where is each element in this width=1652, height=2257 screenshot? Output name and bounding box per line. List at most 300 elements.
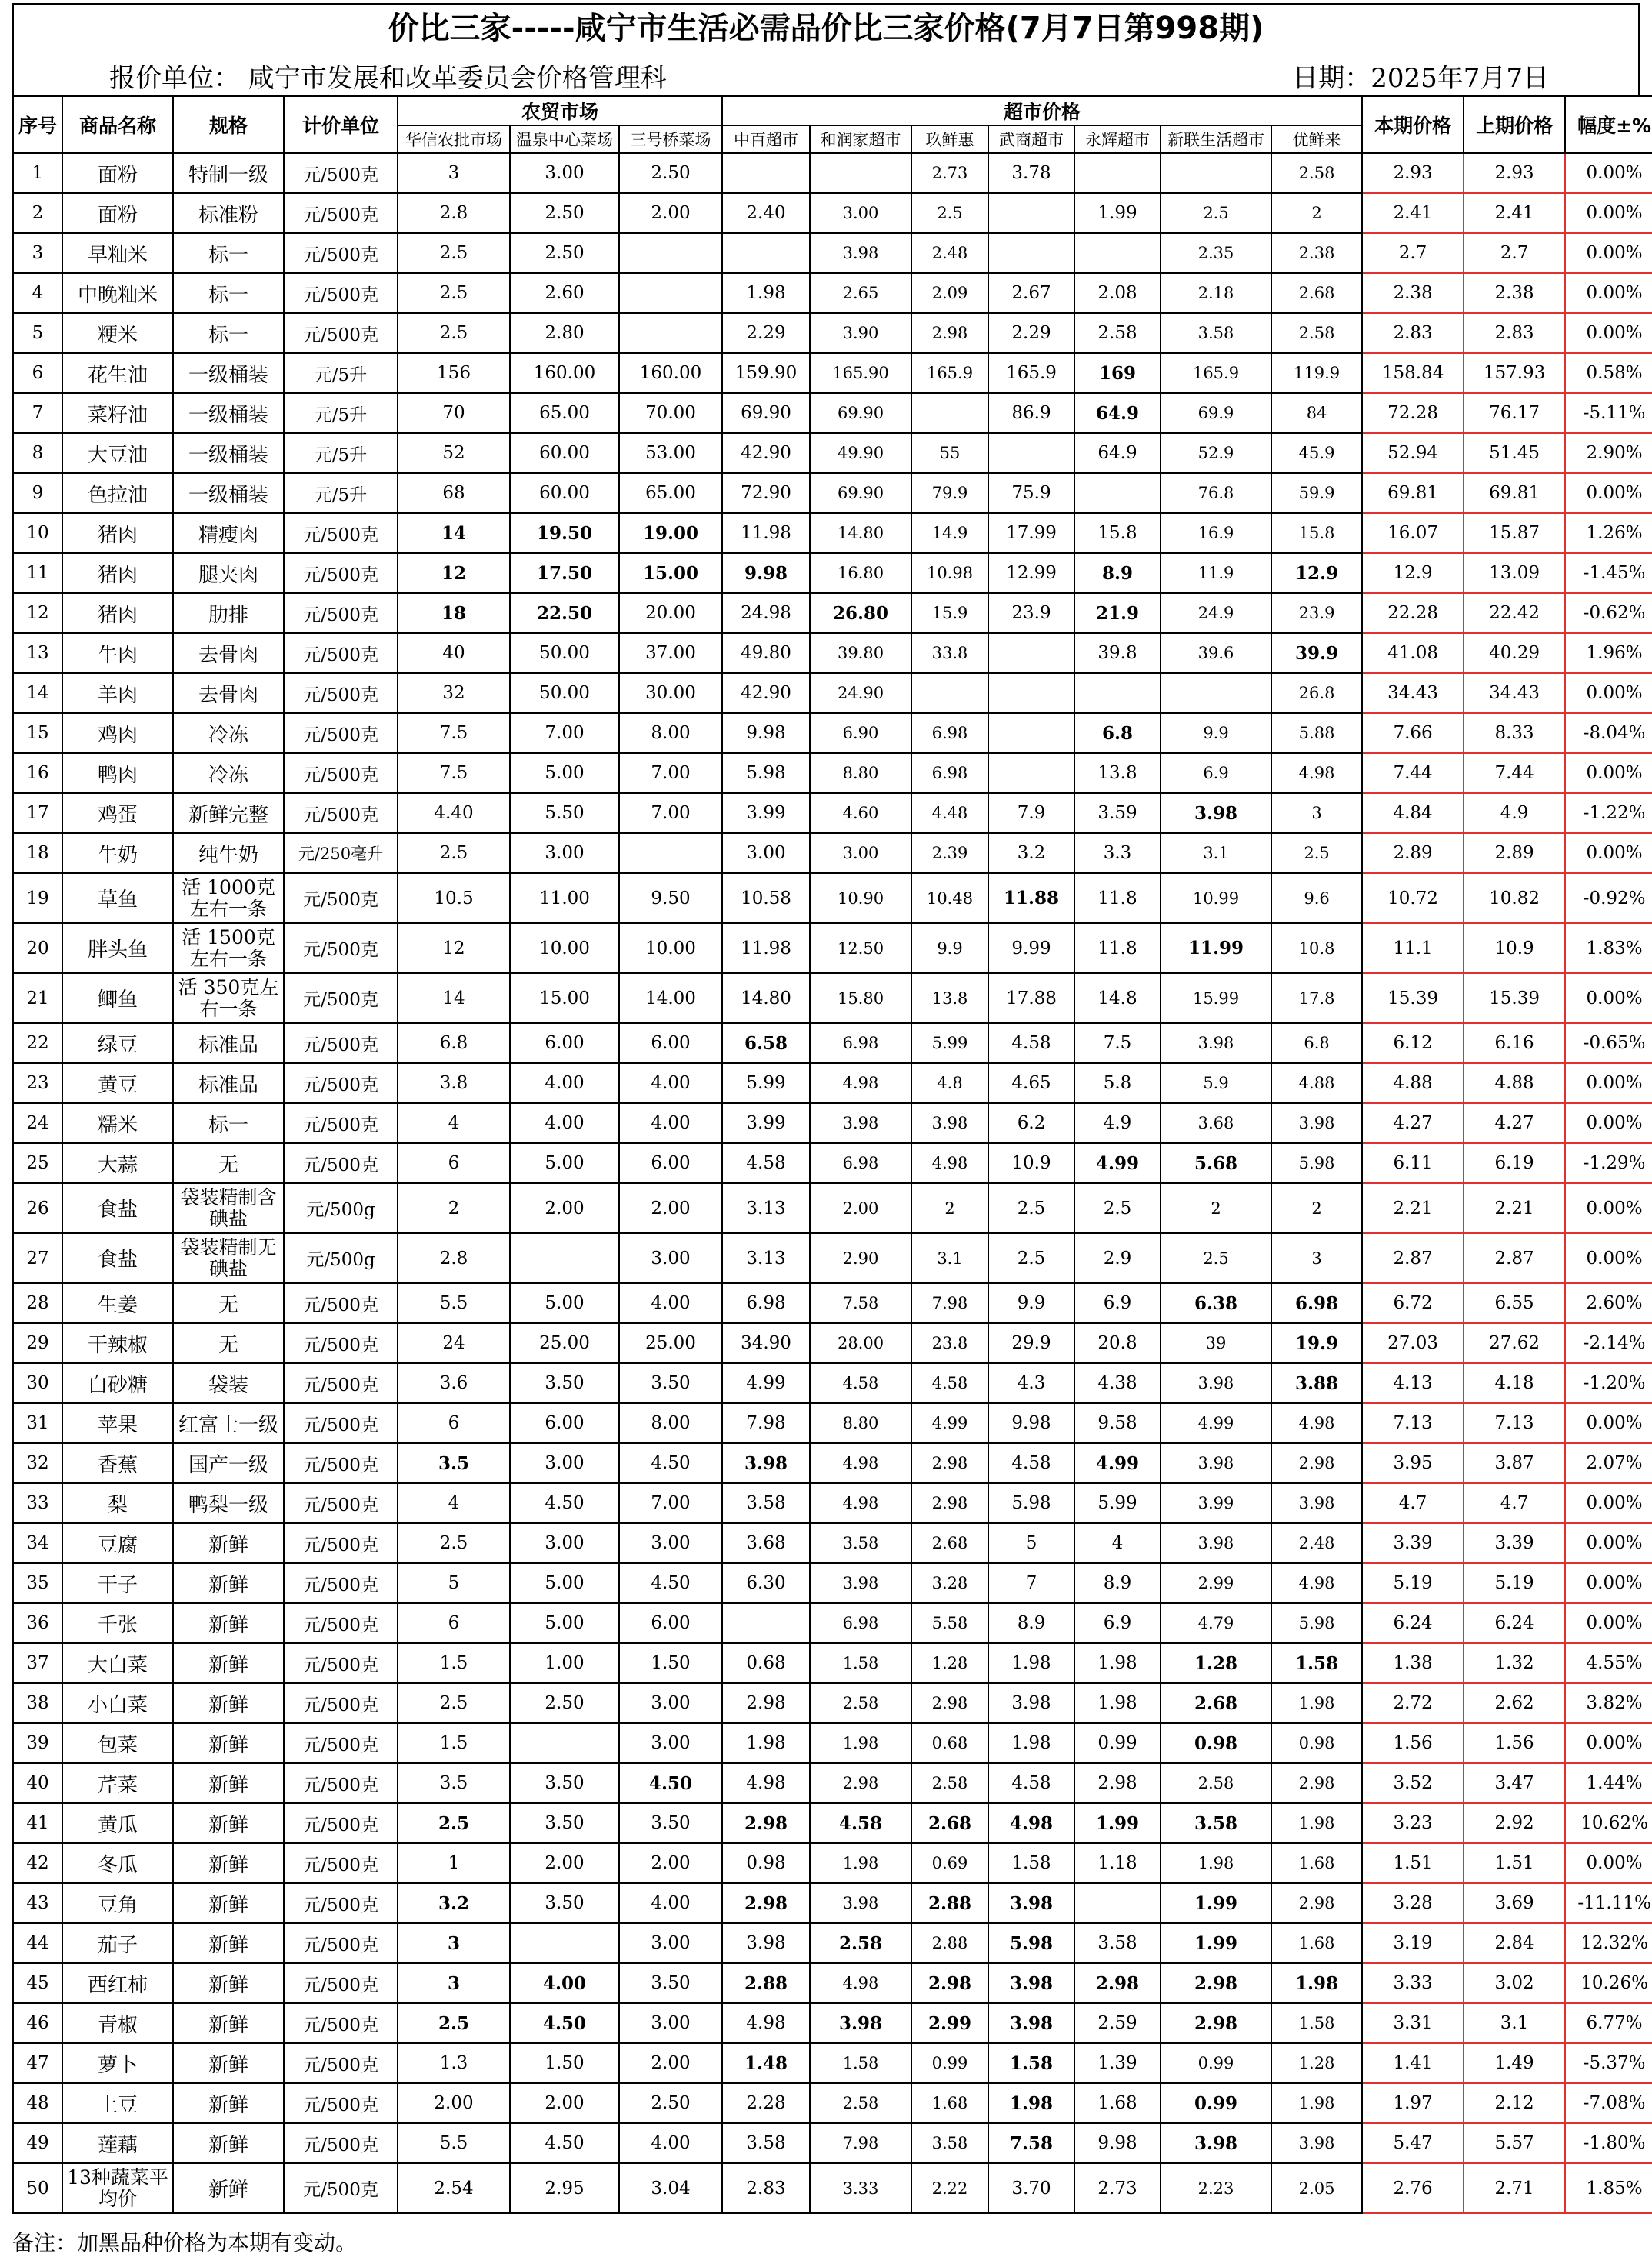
store-price: 4.50	[619, 1763, 722, 1803]
item-name: 大蒜	[62, 1143, 173, 1183]
item-name: 菜籽油	[62, 393, 173, 433]
store-price: 26.8	[1271, 673, 1362, 713]
item-unit: 元/500克	[284, 923, 398, 973]
store-price: 5.98	[988, 1923, 1074, 1963]
store-price	[510, 1923, 619, 1963]
store-price: 69.90	[810, 473, 911, 513]
store-price: 1.98	[722, 273, 810, 313]
store-price: 1.98	[988, 1643, 1074, 1683]
table-row	[13, 1923, 1652, 1963]
store-price: 2.98	[911, 1443, 988, 1483]
table-row	[13, 2083, 1652, 2123]
store-price: 1.98	[1271, 1803, 1362, 1843]
store-price: 2.48	[1271, 1523, 1362, 1563]
last-price: 4.18	[1464, 1363, 1565, 1403]
current-price: 72.28	[1362, 393, 1464, 433]
table-row	[13, 1523, 1652, 1563]
store-price: 3.00	[619, 1233, 722, 1283]
store-price: 3.98	[810, 233, 911, 273]
store-price: 2.28	[722, 2083, 810, 2123]
store-price: 5.00	[510, 1283, 619, 1323]
item-name: 草鱼	[62, 873, 173, 923]
store-price: 3.1	[911, 1233, 988, 1283]
store-price: 1.68	[1074, 2083, 1161, 2123]
change-percent: 0.00%	[1565, 833, 1652, 873]
store-price	[988, 753, 1074, 793]
item-name: 花生油	[62, 353, 173, 393]
store-price: 6.98	[1271, 1283, 1362, 1323]
store-price: 1.28	[1271, 2043, 1362, 2083]
store-price: 20.00	[619, 593, 722, 633]
row-no: 28	[13, 1283, 62, 1323]
store-price: 4.00	[619, 1103, 722, 1143]
store-price: 8.80	[810, 753, 911, 793]
store-price: 6.00	[619, 1023, 722, 1063]
store-price: 2	[1161, 1183, 1271, 1233]
row-no: 27	[13, 1233, 62, 1283]
change-percent: 0.00%	[1565, 1843, 1652, 1883]
table-row	[13, 1483, 1652, 1523]
store-price: 1.98	[1271, 1963, 1362, 2003]
row-no: 49	[13, 2123, 62, 2163]
header-last-price: 上期价格	[1464, 96, 1565, 153]
store-price: 4.99	[911, 1403, 988, 1443]
store-price: 5.98	[722, 753, 810, 793]
store-price: 7.5	[398, 713, 510, 753]
store-price: 14.00	[619, 973, 722, 1023]
item-spec: 新鲜	[173, 1803, 284, 1843]
report-date: 日期：2025年7月7日	[1292, 63, 1549, 94]
store-price: 3	[1271, 793, 1362, 833]
current-price: 2.72	[1362, 1683, 1464, 1723]
report-header	[12, 51, 1640, 95]
store-price: 9.98	[988, 1403, 1074, 1443]
store-price: 3.50	[510, 1363, 619, 1403]
current-price: 4.13	[1362, 1363, 1464, 1403]
row-no: 6	[13, 353, 62, 393]
store-price: 3.50	[619, 1803, 722, 1843]
store-price: 6.98	[810, 1143, 911, 1183]
item-name: 黄瓜	[62, 1803, 173, 1843]
store-price: 3.33	[810, 2163, 911, 2213]
item-unit: 元/500克	[284, 713, 398, 753]
table-row	[13, 473, 1652, 513]
store-price: 2.98	[722, 1803, 810, 1843]
item-unit: 元/500克	[284, 793, 398, 833]
store-price: 10.48	[911, 873, 988, 923]
store-price: 69.90	[810, 393, 911, 433]
store-price: 76.8	[1161, 473, 1271, 513]
store-price: 45.9	[1271, 433, 1362, 473]
store-price: 1.58	[1271, 1643, 1362, 1683]
store-price: 7.00	[510, 713, 619, 753]
store-price: 2.05	[1271, 2163, 1362, 2213]
store-price: 2.98	[911, 1683, 988, 1723]
store-price: 6	[398, 1143, 510, 1183]
table-row	[13, 313, 1652, 353]
store-price: 2.5	[398, 313, 510, 353]
item-spec: 无	[173, 1143, 284, 1183]
store-price	[1161, 673, 1271, 713]
store-price: 3.70	[988, 2163, 1074, 2213]
item-unit: 元/5升	[284, 473, 398, 513]
store-price: 17.8	[1271, 973, 1362, 1023]
store-price: 156	[398, 353, 510, 393]
row-no: 42	[13, 1843, 62, 1883]
store-price: 3.78	[988, 153, 1074, 193]
current-price: 15.39	[1362, 973, 1464, 1023]
row-no: 30	[13, 1363, 62, 1403]
current-price: 69.81	[1362, 473, 1464, 513]
change-percent: -1.45%	[1565, 553, 1652, 593]
table-row	[13, 2123, 1652, 2163]
table-row	[13, 393, 1652, 433]
item-unit: 元/5升	[284, 353, 398, 393]
store-price: 2.73	[1074, 2163, 1161, 2213]
store-price: 1.98	[722, 1723, 810, 1763]
item-unit: 元/500克	[284, 1363, 398, 1403]
store-price: 6.9	[1161, 753, 1271, 793]
store-price: 50.00	[510, 633, 619, 673]
store-price: 5.00	[510, 1143, 619, 1183]
item-name: 13种蔬菜平均价	[62, 2163, 173, 2213]
last-price: 51.45	[1464, 433, 1565, 473]
store-price: 1.99	[1161, 1883, 1271, 1923]
last-price: 2.62	[1464, 1683, 1565, 1723]
store-price: 1.3	[398, 2043, 510, 2083]
store-price: 3.8	[398, 1063, 510, 1103]
item-unit: 元/500克	[284, 2003, 398, 2043]
store-price: 9.9	[988, 1283, 1074, 1323]
last-price: 3.87	[1464, 1443, 1565, 1483]
store-price: 6.00	[510, 1023, 619, 1063]
item-name: 土豆	[62, 2083, 173, 2123]
store-price: 2.5	[1161, 193, 1271, 233]
store-price: 3.00	[619, 1523, 722, 1563]
table-row	[13, 233, 1652, 273]
item-spec: 肋排	[173, 593, 284, 633]
store-price: 4.98	[810, 1483, 911, 1523]
header-store: 和润家超市	[810, 125, 911, 153]
item-unit: 元/500克	[284, 2043, 398, 2083]
store-price: 7.00	[619, 793, 722, 833]
last-price: 3.02	[1464, 1963, 1565, 2003]
store-price: 1.5	[398, 1723, 510, 1763]
item-unit: 元/500克	[284, 1063, 398, 1103]
store-price: 6.98	[911, 713, 988, 753]
item-spec: 特制一级	[173, 153, 284, 193]
store-price: 6.00	[619, 1603, 722, 1643]
table-row	[13, 833, 1652, 873]
item-spec: 袋装	[173, 1363, 284, 1403]
item-spec: 新鲜	[173, 1523, 284, 1563]
store-price: 9.99	[988, 923, 1074, 973]
store-price	[722, 1603, 810, 1643]
row-no: 24	[13, 1103, 62, 1143]
table-row	[13, 1103, 1652, 1143]
row-no: 29	[13, 1323, 62, 1363]
store-price: 7.00	[619, 753, 722, 793]
row-no: 14	[13, 673, 62, 713]
current-price: 3.19	[1362, 1923, 1464, 1963]
store-price: 1.58	[810, 2043, 911, 2083]
current-price: 2.76	[1362, 2163, 1464, 2213]
row-no: 19	[13, 873, 62, 923]
store-price: 1.58	[988, 1843, 1074, 1883]
current-price: 1.41	[1362, 2043, 1464, 2083]
store-price: 24.9	[1161, 593, 1271, 633]
row-no: 15	[13, 713, 62, 753]
store-price: 3.99	[1161, 1483, 1271, 1523]
table-row	[13, 1023, 1652, 1063]
item-name: 胖头鱼	[62, 923, 173, 973]
store-price: 3.98	[1161, 1523, 1271, 1563]
table-row	[13, 793, 1652, 833]
store-price	[810, 153, 911, 193]
item-name: 莲藕	[62, 2123, 173, 2163]
current-price: 6.12	[1362, 1023, 1464, 1063]
table-row	[13, 753, 1652, 793]
store-price: 21.9	[1074, 593, 1161, 633]
store-price: 6.98	[810, 1023, 911, 1063]
store-price: 3.00	[619, 2003, 722, 2043]
row-no: 33	[13, 1483, 62, 1523]
table-row	[13, 1563, 1652, 1603]
current-price: 5.19	[1362, 1563, 1464, 1603]
change-percent: 6.77%	[1565, 2003, 1652, 2043]
item-spec: 新鲜	[173, 1763, 284, 1803]
store-price: 3.00	[510, 153, 619, 193]
item-spec: 一级桶装	[173, 433, 284, 473]
store-price: 2.58	[810, 1923, 911, 1963]
store-price: 3.13	[722, 1183, 810, 1233]
store-price: 2.60	[510, 273, 619, 313]
store-price: 165.90	[810, 353, 911, 393]
current-price: 2.7	[1362, 233, 1464, 273]
store-price: 1.00	[510, 1643, 619, 1683]
change-percent: 0.00%	[1565, 233, 1652, 273]
current-price: 7.13	[1362, 1403, 1464, 1443]
row-no: 44	[13, 1923, 62, 1963]
store-price: 19.9	[1271, 1323, 1362, 1363]
store-price: 15.99	[1161, 973, 1271, 1023]
store-price: 23.9	[988, 593, 1074, 633]
store-price: 3.98	[810, 1563, 911, 1603]
store-price: 39	[1161, 1323, 1271, 1363]
header-store: 温泉中心菜场	[510, 125, 619, 153]
store-price: 32	[398, 673, 510, 713]
store-price: 165.9	[988, 353, 1074, 393]
store-price: 2.58	[810, 2083, 911, 2123]
table-row	[13, 1763, 1652, 1803]
last-price: 2.87	[1464, 1233, 1565, 1283]
store-price: 5.99	[722, 1063, 810, 1103]
item-unit: 元/500克	[284, 1103, 398, 1143]
item-spec: 精瘦肉	[173, 513, 284, 553]
store-price: 2.58	[1161, 1763, 1271, 1803]
store-price: 52	[398, 433, 510, 473]
current-price: 3.52	[1362, 1763, 1464, 1803]
change-percent: 1.96%	[1565, 633, 1652, 673]
store-price: 3.5	[398, 1443, 510, 1483]
store-price: 10.00	[619, 923, 722, 973]
current-price: 12.9	[1362, 553, 1464, 593]
store-price: 3.50	[510, 1763, 619, 1803]
store-price: 2.50	[510, 1683, 619, 1723]
store-price	[911, 673, 988, 713]
store-price: 3.1	[1161, 833, 1271, 873]
store-price: 2.88	[911, 1923, 988, 1963]
store-price: 70.00	[619, 393, 722, 433]
current-price: 34.43	[1362, 673, 1464, 713]
store-price	[1161, 153, 1271, 193]
store-price: 1.28	[911, 1643, 988, 1683]
store-price: 4.00	[619, 1063, 722, 1103]
item-name: 鸡肉	[62, 713, 173, 753]
store-price: 2.68	[1161, 1683, 1271, 1723]
store-price: 4.9	[1074, 1103, 1161, 1143]
store-price: 3.58	[1074, 1923, 1161, 1963]
table-row	[13, 1143, 1652, 1183]
store-price: 2.23	[1161, 2163, 1271, 2213]
change-percent: 0.00%	[1565, 1603, 1652, 1643]
store-price: 11.99	[1161, 923, 1271, 973]
table-row	[13, 1183, 1652, 1233]
change-percent: 12.32%	[1565, 1923, 1652, 1963]
table-row	[13, 1963, 1652, 2003]
change-percent: -1.22%	[1565, 793, 1652, 833]
item-spec: 标准品	[173, 1023, 284, 1063]
store-price: 15.8	[1271, 513, 1362, 553]
store-price	[619, 313, 722, 353]
store-price: 2.5	[398, 1803, 510, 1843]
store-price: 12.9	[1271, 553, 1362, 593]
store-price: 4.58	[988, 1023, 1074, 1063]
item-spec: 新鲜	[173, 2123, 284, 2163]
item-name: 绿豆	[62, 1023, 173, 1063]
store-price: 0.99	[911, 2043, 988, 2083]
store-price: 53.00	[619, 433, 722, 473]
last-price: 2.92	[1464, 1803, 1565, 1843]
current-price: 1.51	[1362, 1843, 1464, 1883]
store-price: 1.98	[988, 2083, 1074, 2123]
store-price: 14.8	[1074, 973, 1161, 1023]
store-price: 24.98	[722, 593, 810, 633]
store-price: 6.58	[722, 1023, 810, 1063]
store-price: 0.99	[1161, 2043, 1271, 2083]
store-price: 3.00	[810, 193, 911, 233]
item-unit: 元/500克	[284, 1683, 398, 1723]
store-price: 4.50	[510, 2003, 619, 2043]
store-price: 11.98	[722, 513, 810, 553]
table-row	[13, 873, 1652, 923]
change-percent: 0.00%	[1565, 673, 1652, 713]
store-price: 15.00	[619, 553, 722, 593]
store-price: 1.99	[1161, 1923, 1271, 1963]
store-price: 4.98	[911, 1143, 988, 1183]
store-price: 9.6	[1271, 873, 1362, 923]
store-price: 2.68	[1271, 273, 1362, 313]
current-price: 5.47	[1362, 2123, 1464, 2163]
store-price: 2.58	[810, 1683, 911, 1723]
store-price: 159.90	[722, 353, 810, 393]
store-price: 18	[398, 593, 510, 633]
store-price: 6.30	[722, 1563, 810, 1603]
current-price: 158.84	[1362, 353, 1464, 393]
store-price: 3.68	[722, 1523, 810, 1563]
item-spec: 标一	[173, 273, 284, 313]
store-price: 3.68	[1161, 1103, 1271, 1143]
item-spec: 袋装精制含碘盐	[173, 1183, 284, 1233]
item-name: 羊肉	[62, 673, 173, 713]
store-price: 2.50	[510, 233, 619, 273]
store-price: 7.98	[722, 1403, 810, 1443]
item-name: 干子	[62, 1563, 173, 1603]
table-row	[13, 1443, 1652, 1483]
store-price: 0.98	[1271, 1723, 1362, 1763]
row-no: 4	[13, 273, 62, 313]
store-price: 3.00	[619, 1723, 722, 1763]
store-price: 2.54	[398, 2163, 510, 2213]
store-price: 6.38	[1161, 1283, 1271, 1323]
row-no: 18	[13, 833, 62, 873]
store-price: 3.58	[810, 1523, 911, 1563]
store-price: 8.9	[988, 1603, 1074, 1643]
store-price: 12.99	[988, 553, 1074, 593]
item-unit: 元/500g	[284, 1183, 398, 1233]
change-percent: -0.65%	[1565, 1023, 1652, 1063]
store-price: 2.98	[1161, 1963, 1271, 2003]
store-price: 1.58	[988, 2043, 1074, 2083]
row-no: 34	[13, 1523, 62, 1563]
store-price	[988, 713, 1074, 753]
last-price: 27.62	[1464, 1323, 1565, 1363]
store-price: 2	[1271, 1183, 1362, 1233]
item-spec: 新鲜	[173, 1683, 284, 1723]
item-name: 食盐	[62, 1233, 173, 1283]
item-spec: 新鲜	[173, 2043, 284, 2083]
store-price: 2.5	[398, 1683, 510, 1723]
table-row	[13, 713, 1652, 753]
header-store: 武商超市	[988, 125, 1074, 153]
last-price: 1.51	[1464, 1843, 1565, 1883]
store-price	[510, 1723, 619, 1763]
row-no: 20	[13, 923, 62, 973]
store-price: 14.80	[810, 513, 911, 553]
store-price: 10.8	[1271, 923, 1362, 973]
store-price	[988, 633, 1074, 673]
current-price: 7.66	[1362, 713, 1464, 753]
store-price: 4.50	[619, 1443, 722, 1483]
store-price: 4.50	[510, 1483, 619, 1523]
store-price	[988, 193, 1074, 233]
item-spec: 一级桶装	[173, 473, 284, 513]
row-no: 35	[13, 1563, 62, 1603]
store-price: 28.00	[810, 1323, 911, 1363]
store-price: 2.00	[510, 2083, 619, 2123]
store-price: 160.00	[510, 353, 619, 393]
store-price: 2.00	[810, 1183, 911, 1233]
store-price: 2.5	[398, 233, 510, 273]
last-price: 3.69	[1464, 1883, 1565, 1923]
store-price: 2.99	[1161, 1563, 1271, 1603]
item-spec: 新鲜完整	[173, 793, 284, 833]
store-price: 1.50	[510, 2043, 619, 2083]
store-price: 2.88	[722, 1963, 810, 2003]
current-price: 4.84	[1362, 793, 1464, 833]
store-price: 4.00	[510, 1103, 619, 1143]
store-price: 6.98	[722, 1283, 810, 1323]
